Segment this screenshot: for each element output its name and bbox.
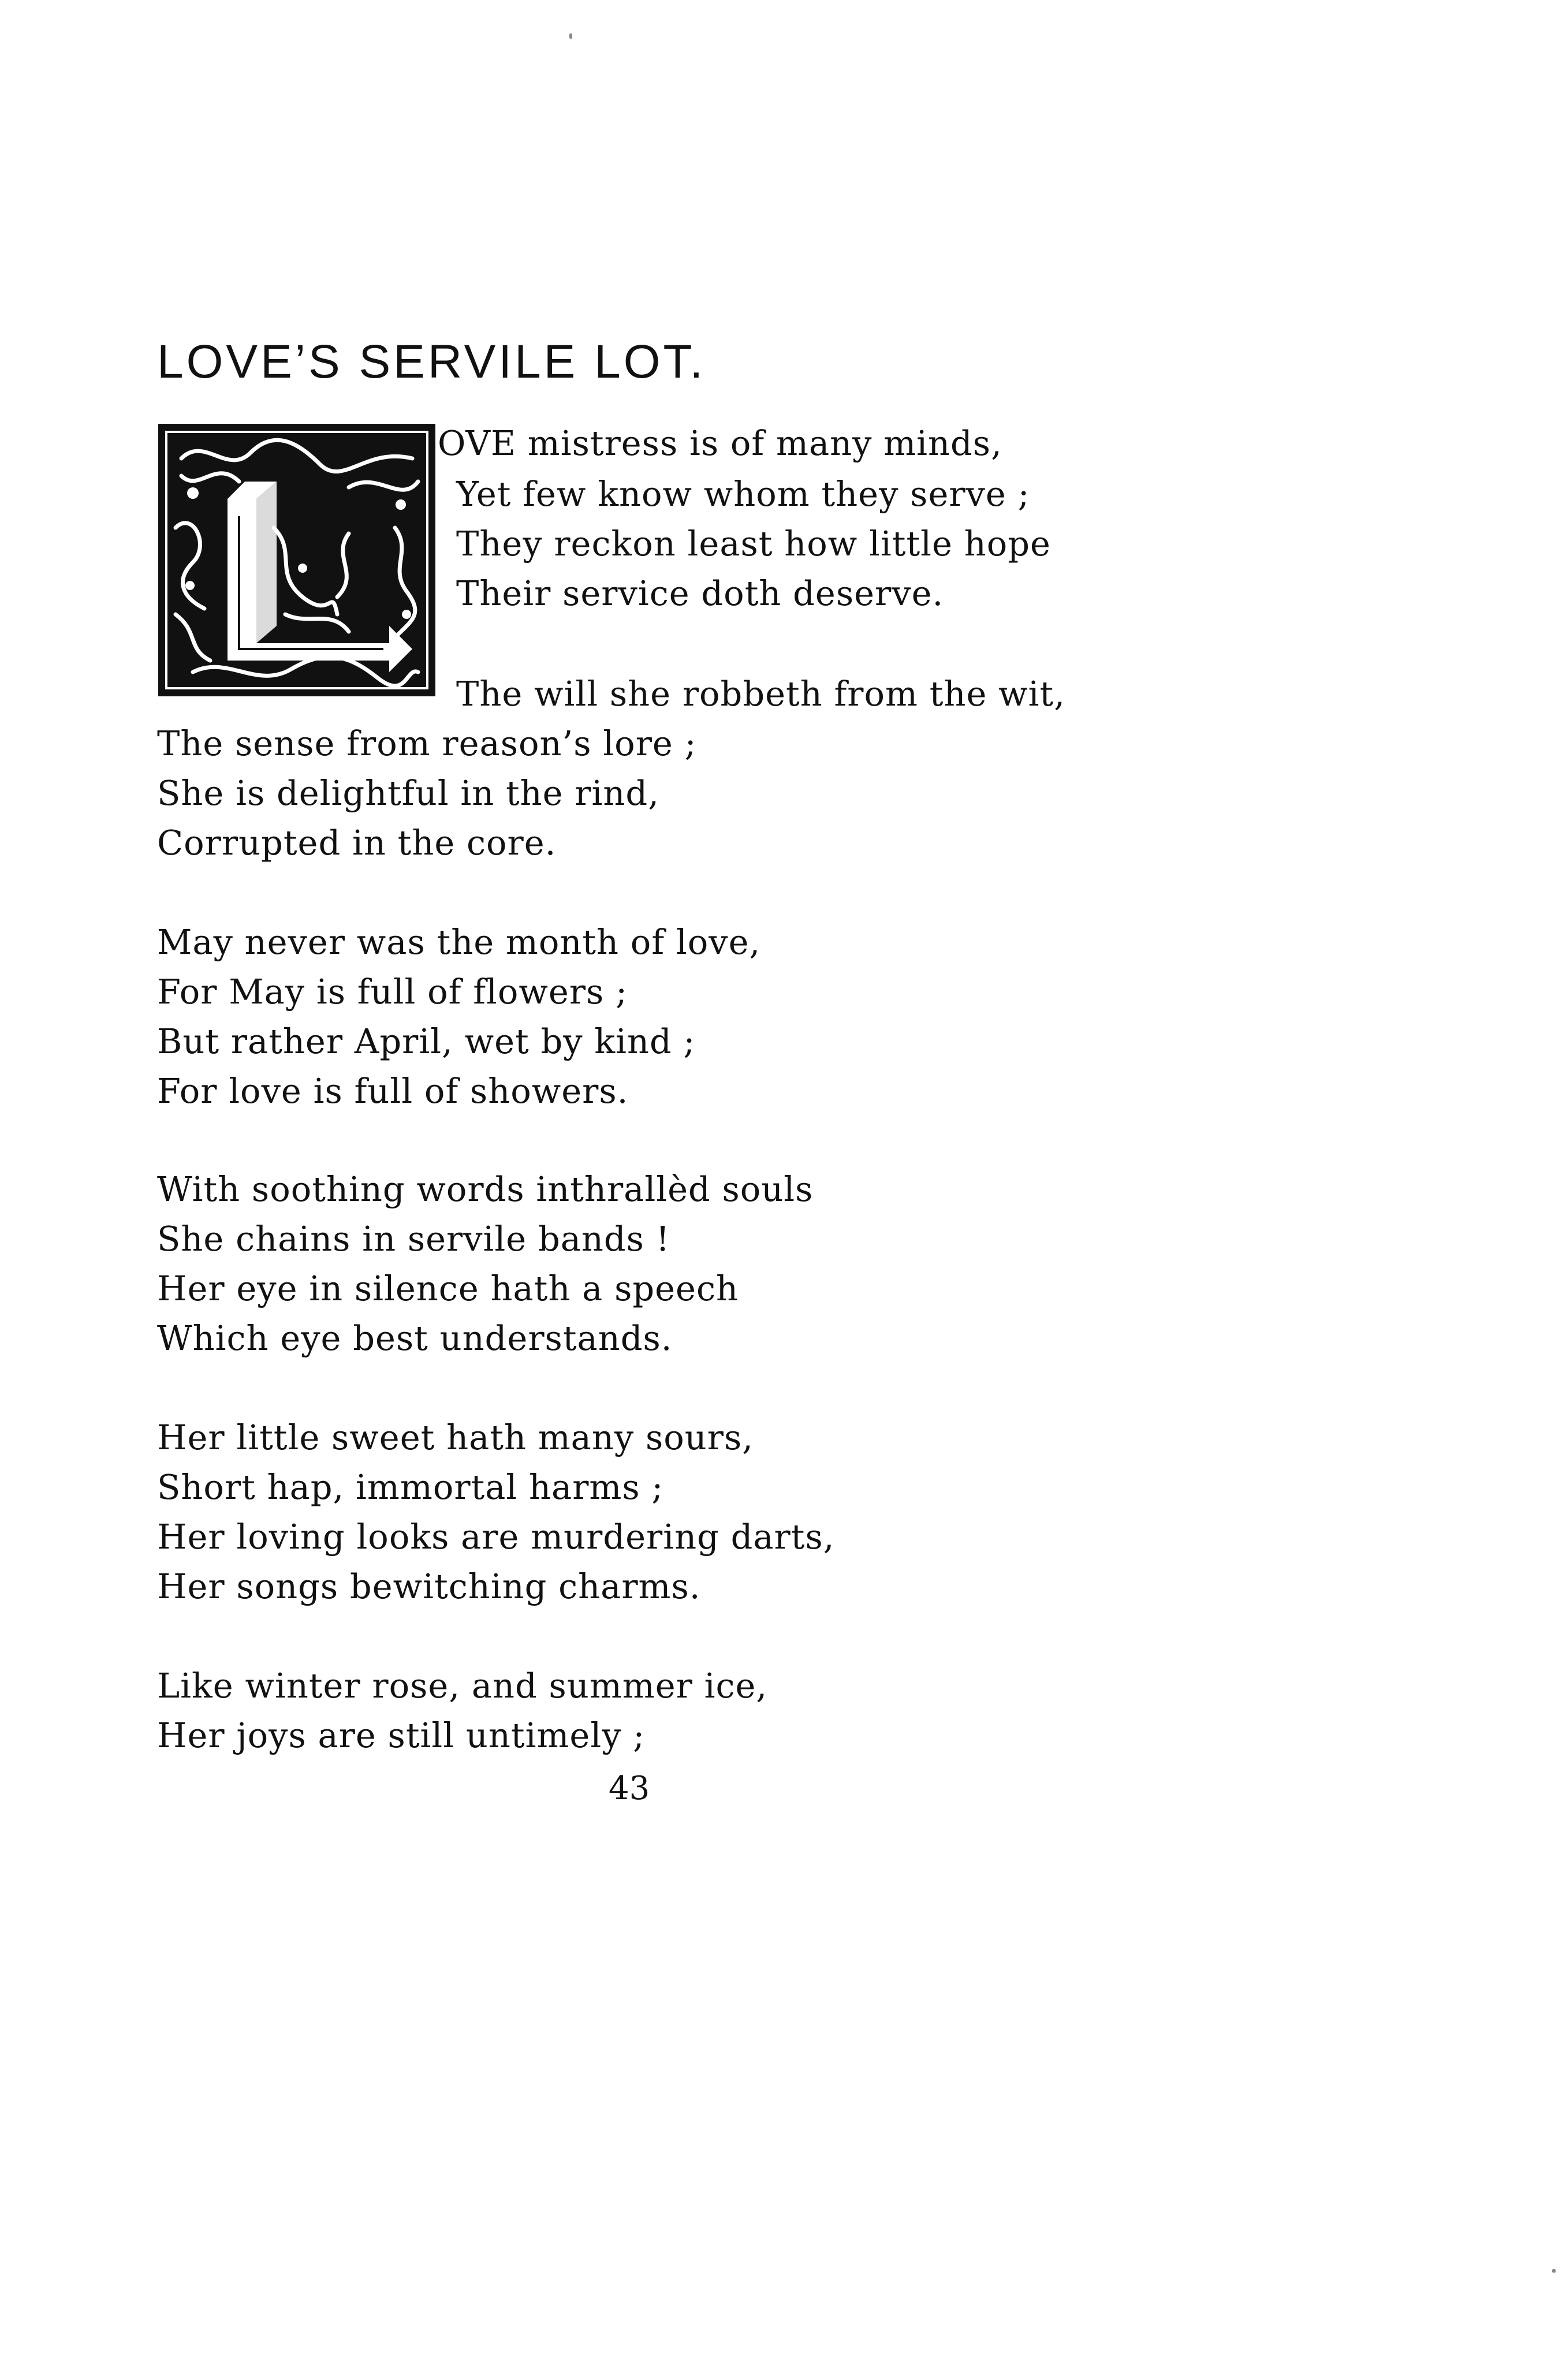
- poem-line: Her joys are still untimely ;: [157, 1715, 646, 1755]
- scan-speck: [1552, 2269, 1556, 2273]
- poem-line: She is delightful in the rind,: [157, 773, 659, 813]
- poem-line: Corrupted in the core.: [157, 823, 557, 863]
- poem-line: May never was the month of love,: [157, 922, 761, 962]
- poem-line: They reckon least how little hope: [456, 524, 1051, 564]
- poem-line: Yet few know whom they serve ;: [456, 474, 1030, 514]
- poem-line: Short hap, immortal harms ;: [157, 1467, 664, 1507]
- poem-line: Her eye in silence hath a speech: [157, 1269, 739, 1308]
- scan-speck: [569, 33, 572, 39]
- poem-line: But rather April, wet by kind ;: [157, 1021, 696, 1061]
- poem-line: Like winter rose, and summer ice,: [157, 1666, 768, 1706]
- ornamental-initial-L-icon: [158, 424, 435, 696]
- poem-line: OVE mistress is of many minds,: [438, 423, 1002, 463]
- poem-line: She chains in servile bands !: [157, 1219, 670, 1259]
- poem-line: For love is full of showers.: [157, 1071, 629, 1111]
- poem-line: For May is full of flowers ;: [157, 972, 628, 1012]
- poem-line: Which eye best understands.: [157, 1318, 673, 1358]
- poem-line: Her songs bewitching charms.: [157, 1566, 701, 1606]
- poem-line: With soothing words inthrallèd souls: [157, 1169, 814, 1209]
- poem-title: LOVE’S SERVILE LOT.: [157, 335, 706, 388]
- page-number: 43: [609, 1770, 650, 1807]
- poem-line: The will she robbeth from the wit,: [456, 674, 1065, 714]
- poem-line: Her loving looks are murdering darts,: [157, 1517, 835, 1557]
- poem-line: The sense from reason’s lore ;: [157, 723, 697, 763]
- poem-line: Their service doth deserve.: [456, 573, 944, 613]
- poem-line: Her little sweet hath many sours,: [157, 1417, 754, 1457]
